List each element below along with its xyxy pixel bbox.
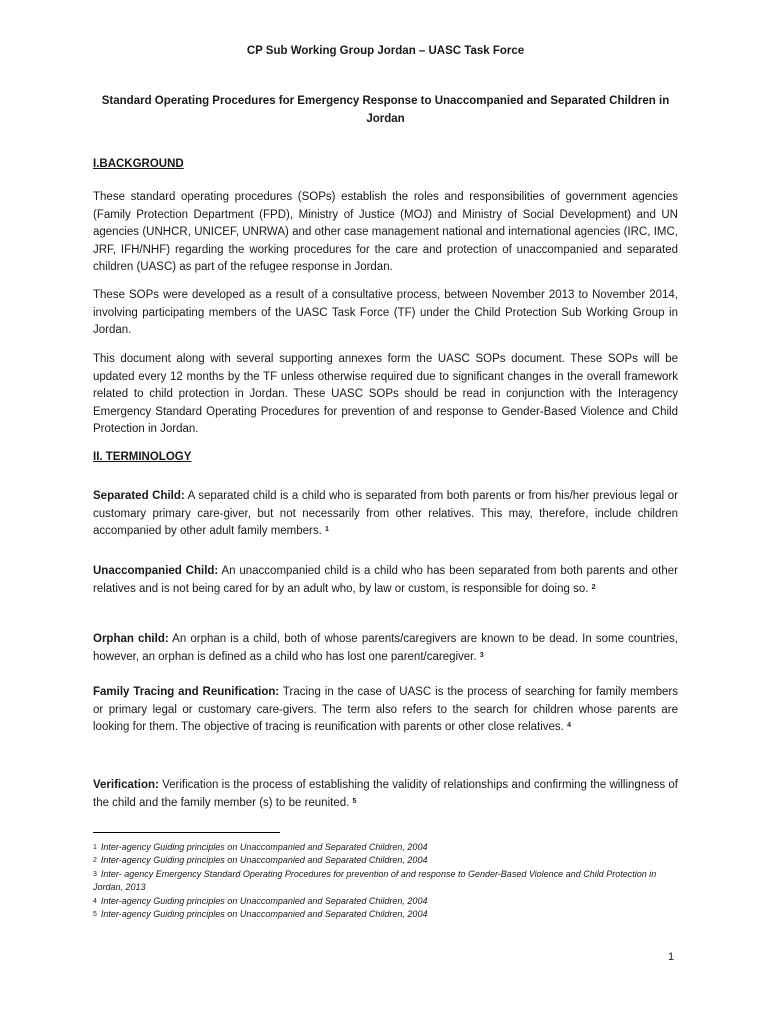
term-definition: An unaccompanied child is a child who has been separated from both parents and other relatives and is not being cared for by an adult who, by law or custom, is responsible for doing so. <box>93 565 678 595</box>
term-definition: Verification is the process of establishing the validity of relationships and confirming the willingness of the child and the family member (s) to be reunited. <box>93 779 678 809</box>
footnote-ref[interactable]: 2 <box>591 583 596 591</box>
footnote-5 <box>93 908 678 921</box>
footnote-text: Inter- agency Emergency Standard Operating Procedures for prevention of and response to Gender-Based Violence and Child Protection in Jordan, 2013 <box>93 868 657 893</box>
page-number: 1 <box>668 951 675 963</box>
term-verification <box>93 777 678 812</box>
term-family-tracing <box>93 684 678 737</box>
footnote-ref[interactable]: 4 <box>567 722 571 730</box>
footnote-text: Inter-agency Guiding principles on Unaccompanied and Separated Children, 2004 <box>100 909 428 920</box>
footnote-number: 1 <box>93 844 97 851</box>
footnote-text: Inter-agency Guiding principles on Unaccompanied and Separated Children, 2004 <box>100 842 428 852</box>
footnote-2 <box>93 854 678 867</box>
term-separated-child <box>93 488 678 541</box>
term-orphan-child <box>93 631 678 666</box>
term-label: Family Tracing and Reunification: <box>93 686 280 698</box>
footnote-number: 3 <box>93 870 97 878</box>
footnote-ref[interactable]: 3 <box>479 651 484 659</box>
term-label: Verification: <box>93 779 159 791</box>
footnotes <box>93 841 678 921</box>
footnote-number: 4 <box>93 897 97 905</box>
term-definition: An orphan is a child, both of whose parents/caregivers are known to be dead. In some countries, however, an orphan is defined as a child who has lost one parent/caregiver. <box>93 633 679 663</box>
background-paragraph-1: These standard operating procedures (SOPs) establish the roles and responsibilities of government agencies (Family Protection Department (FPD), Ministry of Justice (MOJ) and Ministry of Social Development) and UN agencies (UNHCR, UNICEF, UNRWA) and other case management national and international agencies (IRC, IMC, JRF, IFH/NHF) regarding the working procedures for the care and protection of unaccompanied and separated children (UASC) as part of the refugee response in Jordan. <box>93 191 678 274</box>
footnote-number: 5 <box>93 911 97 919</box>
footnote-ref[interactable]: 5 <box>352 797 357 805</box>
term-label: Orphan child: <box>93 633 169 645</box>
term-label: Unaccompanied Child: <box>93 565 219 577</box>
term-definition: Tracing in the case of UASC is the process of searching for family members or primary legal or customary care-givers. The term also refers to the search for children whose parents are looking for them. The objective of tracing is reunification with parents or other close relatives. <box>93 686 678 734</box>
footnote-ref[interactable]: 1 <box>325 526 329 534</box>
term-label: Separated Child: <box>93 490 185 502</box>
background-paragraph-2: These SOPs were developed as a result of a consultative process, between November 2013 to November 2014, involving participating members of the UASC Task Force (TF) under the Child Protection Sub Working Group in Jordan. <box>93 289 678 337</box>
footnote-divider <box>93 832 280 833</box>
footnote-text: Inter-agency Guiding principles on Unaccompanied and Separated Children, 2004 <box>100 855 428 866</box>
document-title: Standard Operating Procedures for Emergency Response to Unaccompanied and Separated Children in Jordan <box>101 95 670 125</box>
background-paragraph-3: This document along with several supporting annexes form the UASC SOPs document. These SOPs will be updated every 12 months by the TF unless otherwise required due to significant changes in the overall framework related to child protection in Jordan. These UASC SOPs should be read in conjunction with the Interagency Emergency Standard Operating Procedures for prevention of and response to Gender-Based Violence and Child Protection in Jordan. <box>93 353 678 436</box>
footnote-text: Inter-agency Guiding principles on Unaccompanied and Separated Children, 2004 <box>100 895 428 906</box>
term-definition: A separated child is a child who is separated from both parents or from his/her previous legal or customary primary care-giver, but not necessarily from other relatives. This may, therefore, include children accompanied by other adult family members. <box>93 490 678 538</box>
footnote-4 <box>93 895 678 908</box>
footnote-3 <box>93 868 678 895</box>
footnote-1 <box>93 841 678 854</box>
section-heading-terminology: II. TERMINOLOGY <box>93 451 192 463</box>
running-header: CP Sub Working Group Jordan – UASC Task Force <box>246 45 525 57</box>
term-unaccompanied-child <box>93 563 678 598</box>
footnote-number: 2 <box>93 857 97 865</box>
section-heading-background: I.BACKGROUND <box>93 158 184 170</box>
